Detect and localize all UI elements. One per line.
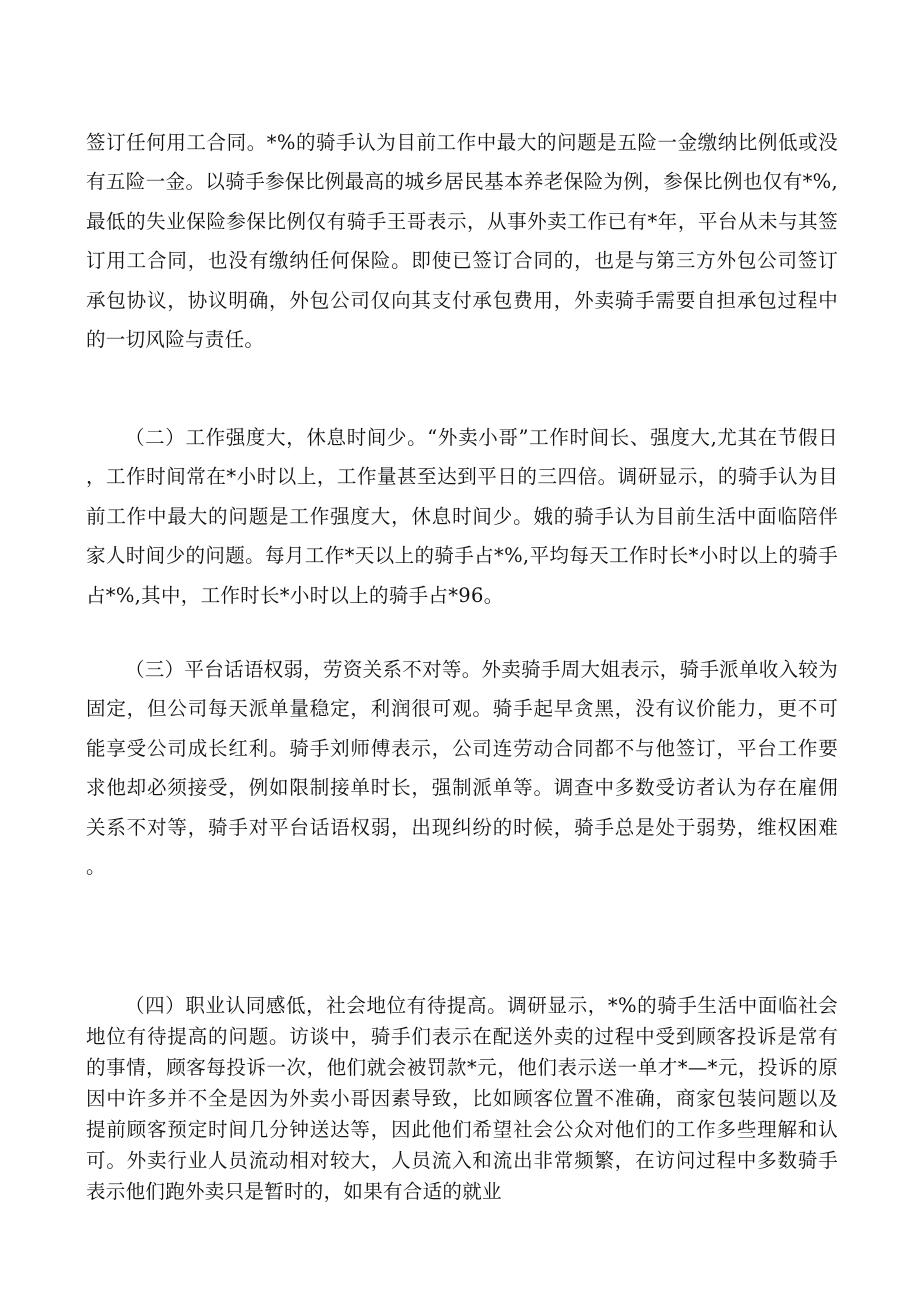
paragraph-platform-voice: （三）平台话语权弱，劳资关系不对等。外卖骑手周大姐表示，骑手派单收入较为固定，但公司每天派单量稳定，利润很可观。骑手起早贪黑，没有议价能力，更不可能享受公司成长红利。骑手刘师傅表示，公司连劳动合同都不与他签订，平台工作要求他却必须接受，例如限制接单时长，强制派单等。调查中多数受访者认为存在雇佣关系不对等，骑手对平台话语权弱，出现纠纷的时候，骑手总是处于弱势，维权困难。 (86, 658, 838, 879)
paragraph-work-intensity: （二）工作强度大，休息时间少。“外卖小哥”工作时间长、强度大,尤其在节假日，工作时间常在*小时以上，工作量甚至达到平日的三四倍。调研显示，的骑手认为目前工作中最大的问题是工作强度大，休息时间少。娥的骑手认为目前生活中面临陪伴家人时间少的问题。每月工作*天以上的骑手占*%,平均每天工作时长*小时以上的骑手占*%,其中，工作时长*小时以上的骑手占*96。 (86, 426, 838, 607)
paragraph-social-status: （四）职业认同感低，社会地位有待提高。调研显示，*%的骑手生活中面临社会地位有待提高的问题。访谈中，骑手们表示在配送外卖的过程中受到顾客投诉是常有的事情，顾客每投诉一次，他们就会被罚款*元，他们表示送一单才*—*元，投诉的原因中许多并不全是因为外卖小哥因素导致，比如顾客位置不准确，商家包装问题以及提前顾客预定时间几分钟送达等，因此他们希望社会公众对他们的工作多些理解和认可。外卖行业人员流动相对较大，人员流入和流出非常频繁，在访问过程中多数骑手表示他们跑外卖只是暂时的，如果有合适的就业 (86, 994, 838, 1203)
paragraph-insurance-contracts: 签订任何用工合同。*%的骑手认为目前工作中最大的问题是五险一金缴纳比例低或没有五险一金。以骑手参保比例最高的城乡居民基本养老保险为例，参保比例也仅有*%,最低的失业保险参保比例仅有骑手王哥表示，从事外卖工作已有*年，平台从未与其签订用工合同，也没有缴纳任何保险。即使已签订合同的，也是与第三方外包公司签订承包协议，协议明确，外包公司仅向其支付承包费用，外卖骑手需要自担承包过程中的一切风险与责任。 (86, 131, 838, 352)
